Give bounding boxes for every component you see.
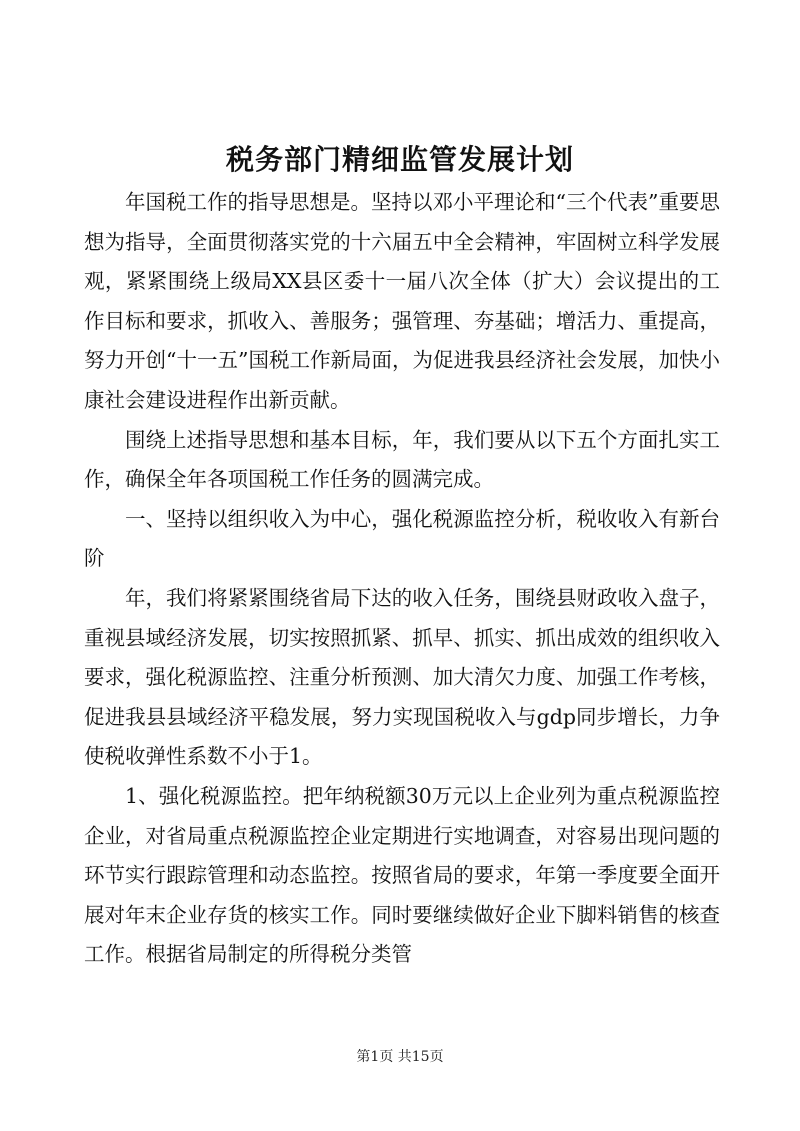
paragraph-revenue-goals: 年，我们将紧紧围绕省局下达的收入任务，围绕县财政收入盘子，重视县域经济发展，切实按照抓紧、抓早、抓实、抓出成效的组织收入要求，强化税源监控、注重分析预测、加大清欠力度、加强工作考核，促进我县县域经济平稳发展，努力实现国税收入与gdp同步增长，力争使税收弹性系数不小于1。 bbox=[84, 585, 720, 769]
paragraph-five-aspects: 围绕上述指导思想和基本目标，年，我们要从以下五个方面扎实工作，确保全年各项国税工作任务的圆满完成。 bbox=[84, 427, 720, 492]
paragraph-guiding-thought: 年国税工作的指导思想是。坚持以邓小平理论和“三个代表”重要思想为指导，全面贯彻落实党的十六届五中全会精神，牢固树立科学发展观，紧紧围绕上级局XX县区委十一届八次全体（扩大）会议提出的工作目标和要求，抓收入、善服务；强管理、夯基础；增活力、重提高，努力开创“十一五”国税工作新局面，为促进我县经济社会发展，加快小康社会建设进程作出新贡献。 bbox=[84, 190, 720, 412]
document-body bbox=[84, 183, 720, 975]
document-title: 税务部门精细监管发展计划 bbox=[225, 143, 574, 176]
paragraph-tax-source-monitoring: 1、强化税源监控。把年纳税额30万元以上企业列为重点税源监控企业，对省局重点税源监控企业定期进行实地调查，对容易出现问题的环节实行跟踪管理和动态监控。按照省局的要求，年第一季度要全面开展对年末企业存货的核实工作。同时要继续做好企业下脚料销售的核查工作。根据省局制定的所得税分类管 bbox=[84, 783, 720, 967]
page-number: 第1页 共15页 bbox=[356, 1049, 444, 1065]
section-heading-1: 一、坚持以组织收入为中心，强化税源监控分析，税收收入有新台阶 bbox=[84, 506, 720, 571]
